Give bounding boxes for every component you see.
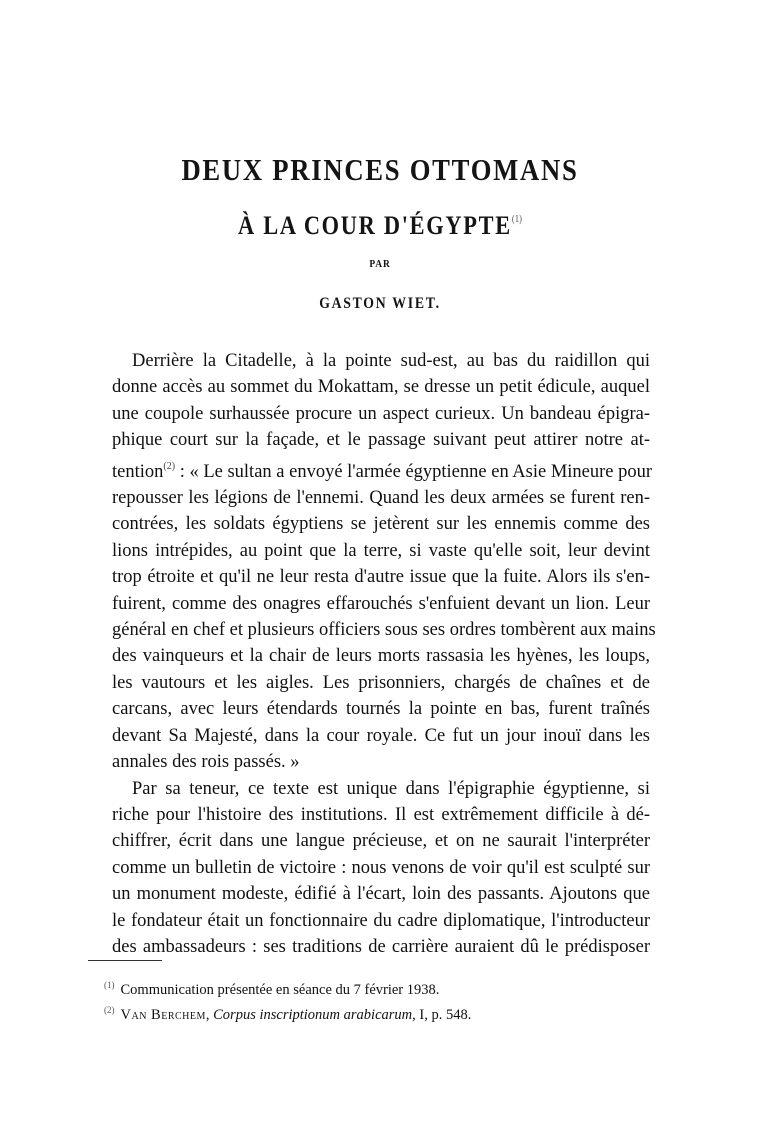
text-line: Par sa teneur, ce texte est unique dans l'épigraphie égyptienne, si (132, 778, 650, 799)
text-line: Derrière la Citadelle, à la pointe sud-est, au bas du raidillon qui (132, 351, 650, 371)
title-footnote-mark: (1) (511, 214, 522, 225)
text-line: général en chef et plusieurs officiers sous ses ordres tombèrent aux mains (112, 620, 656, 641)
text-line: un monument modeste, édifié à l'écart, loin des passants. Ajoutons que (112, 884, 650, 905)
text-line: devant Sa Majesté, dans la cour royale. Ce fut un jour inouï dans les (112, 725, 650, 746)
text-line: comme un bulletin de victoire : nous venons de voir qu'il est sculpté sur (112, 857, 650, 878)
footnote-author: Van Berchem (120, 1007, 206, 1023)
article-title-line-2-text: À LA COUR D'ÉGYPTE (238, 211, 512, 240)
footnote-separator-text: , (205, 1007, 214, 1023)
paragraph-2 (112, 776, 650, 961)
footnotes (104, 975, 604, 1025)
text-line: une coupole surhaussée procure un aspect curieux. Un bandeau épigra- (112, 403, 650, 424)
text-line: chiffrer, écrit dans une langue précieuse, et on ne saurait l'interpréter (112, 831, 650, 852)
footnote-mark: (2) (104, 1005, 115, 1015)
text-line: le fondateur était un fonctionnaire du cadre diplomatique, l'introducteur (112, 910, 650, 931)
text-line: lions intrépides, au point que la terre, si vaste qu'elle soit, leur devint (112, 540, 650, 561)
article-body (112, 348, 656, 960)
text-line: repousser les légions de l'ennemi. Quand les deux armées se furent ren- (112, 488, 650, 509)
text-line: des vainqueurs et la chair de leurs morts rassasia les hyènes, les loups, (112, 646, 650, 667)
text-line: donne accès au sommet du Mokattam, se dresse un petit édicule, auquel (112, 377, 650, 398)
footnote-text: Communication présentée en séance du 7 février 1938. (120, 982, 440, 998)
footnote-mark: (1) (104, 980, 115, 990)
article-title-line-1: DEUX PRINCES OTTOMANS (181, 152, 579, 187)
footnote-1 (104, 975, 604, 1000)
text-fragment: : « Le sultan a envoyé l'armée égyptienne en Asie Mineure pour (175, 461, 653, 482)
paragraph-1 (112, 348, 656, 776)
article-title-line-2 (53, 211, 707, 241)
text-line: riche pour l'histoire des institutions. Il est extrêmement difficile à dé- (112, 804, 650, 825)
text-line: trop étroite et qu'il ne leur resta d'autre issue que la fuite. Alors ils s'en- (112, 567, 650, 588)
text-line: carcans, avec leurs étendards tournés la pointe en bas, furent traînés (112, 699, 650, 720)
footnote-reference-2[interactable]: (2) (163, 460, 176, 472)
text-line: phique court sur la façade, et le passage suivant peut attirer notre at- (112, 430, 650, 451)
text-line: des ambassadeurs : ses traditions de carrière auraient dû le prédisposer (112, 936, 650, 957)
footnote-2 (104, 1000, 604, 1025)
author-name: GASTON WIET. (319, 295, 441, 312)
footnote-reference: , I, p. 548. (412, 1007, 472, 1023)
text-line: fuirent, comme des onagres effarouchés s'enfuient devant un lion. Leur (112, 593, 650, 614)
footnote-separator (88, 960, 162, 961)
footnote-work-title: Corpus inscriptionum arabicarum (213, 1007, 413, 1023)
text-fragment: tention (112, 461, 164, 482)
text-line: contrées, les soldats égyptiens se jetèrent sur les ennemis comme des (112, 514, 650, 535)
text-line: les vautours et les aigles. Les prisonniers, chargés de chaînes et de (112, 672, 650, 693)
text-line-with-footnote (112, 454, 653, 485)
by-label: PAR (369, 258, 391, 270)
text-line: annales des rois passés. » (112, 752, 300, 773)
